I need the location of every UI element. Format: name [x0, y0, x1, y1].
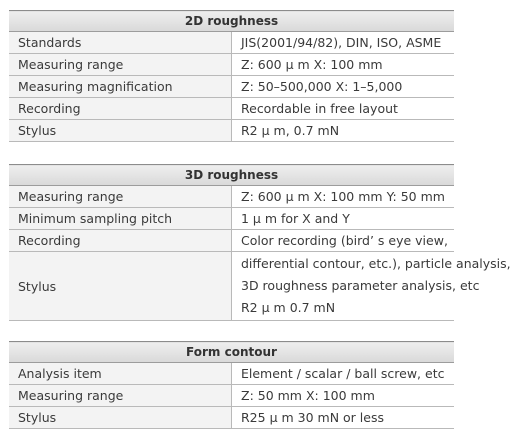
- row-label-measuring-magnification: Measuring magnification: [9, 76, 232, 98]
- row-value-standards: JIS(2001/94/82), DIN, ISO, ASME: [232, 32, 455, 54]
- table-row: [9, 208, 454, 230]
- table-title: Form contour: [9, 342, 454, 363]
- table-form-contour: [9, 341, 454, 429]
- row-value-stylus: R2 μ m, 0.7 mN: [232, 120, 455, 142]
- table-title: 2D roughness: [9, 11, 454, 32]
- row-label-stylus: Stylus: [9, 120, 232, 142]
- row-label-recording: Recording: [9, 98, 232, 120]
- row-label-analysis-item: Analysis item: [9, 363, 232, 385]
- table-row: [9, 76, 454, 98]
- table-row: [9, 252, 454, 321]
- table-row: [9, 385, 454, 407]
- row-label-recording: Recording: [9, 230, 232, 252]
- row-label-measuring-range: Measuring range: [9, 186, 232, 208]
- row-label-measuring-range: Measuring range: [9, 385, 232, 407]
- row-value-measuring-magnification: Z: 50–500,000 X: 1–5,000: [232, 76, 455, 98]
- table-row: [9, 186, 454, 208]
- row-value-recording: Recordable in free layout: [232, 98, 455, 120]
- table-row: [9, 230, 454, 252]
- table-row: [9, 363, 454, 385]
- row-value-stylus: [232, 252, 511, 321]
- row-value-stylus: R25 μ m 30 mN or less: [232, 407, 455, 429]
- value-line: R2 μ m 0.7 mN: [241, 300, 336, 315]
- table-title: 3D roughness: [9, 165, 454, 186]
- table-row: [9, 98, 454, 120]
- table-row: [9, 407, 454, 429]
- row-value-measuring-range: Z: 600 μ m X: 100 mm: [232, 54, 455, 76]
- table-row: [9, 120, 454, 142]
- table-row: [9, 32, 454, 54]
- row-value-recording: Color recording (bird’ s eye view,: [232, 230, 455, 252]
- table-row: [9, 54, 454, 76]
- table-3d-roughness: [9, 164, 511, 321]
- row-value-measuring-range: Z: 50 mm X: 100 mm: [232, 385, 455, 407]
- row-label-stylus: Stylus: [9, 252, 232, 321]
- row-label-stylus: Stylus: [9, 407, 232, 429]
- row-label-measuring-range: Measuring range: [9, 54, 232, 76]
- row-value-analysis-item: Element / scalar / ball screw, etc: [232, 363, 455, 385]
- row-value-minimum-sampling-pitch: 1 μ m for X and Y: [232, 208, 455, 230]
- row-label-minimum-sampling-pitch: Minimum sampling pitch: [9, 208, 232, 230]
- row-label-standards: Standards: [9, 32, 232, 54]
- row-value-measuring-range: Z: 600 μ m X: 100 mm Y: 50 mm: [232, 186, 455, 208]
- value-line: 3D roughness parameter analysis, etc: [241, 278, 480, 293]
- value-line: differential contour, etc.), particle analysis,: [241, 256, 511, 271]
- table-2d-roughness: [9, 10, 454, 142]
